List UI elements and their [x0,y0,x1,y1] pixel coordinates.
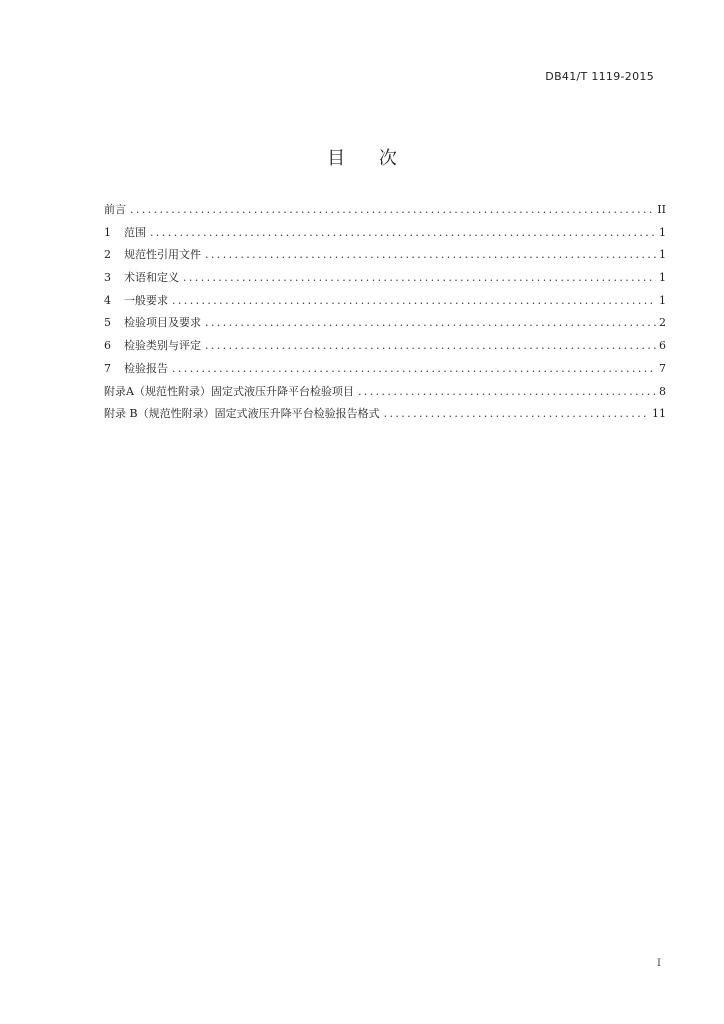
toc-entry-annex-a[interactable] [104,383,666,406]
toc-entry-number: 2 [104,248,111,262]
toc-leader-dots [130,201,654,219]
toc-entry-label: 检验项目及要求 [124,316,201,330]
toc-entry-number: 6 [104,339,111,353]
toc-entry-general-requirements[interactable] [104,292,666,315]
toc-entry-label: 前言 [104,203,126,216]
toc-entry-label: 规范性引用文件 [124,248,201,262]
toc-leader-dots [172,292,656,310]
toc-entry-foreword[interactable] [104,201,666,224]
toc-leader-dots [150,224,656,242]
toc-entry-label: 范围 [124,225,146,239]
toc-entry-page: 6 [659,339,666,353]
toc-entry-inspection-items[interactable] [104,314,666,337]
toc-leader-dots [358,383,656,401]
toc-entry-page: 8 [659,384,666,398]
toc-entry-page: 1 [659,248,666,262]
toc-entry-page: 2 [659,316,666,330]
table-of-contents [104,201,666,428]
toc-entry-number: 7 [104,361,111,375]
toc-entry-page: 7 [659,361,666,375]
toc-entry-terms-definitions[interactable] [104,269,666,292]
toc-entry-page: 11 [652,407,666,421]
toc-entry-number: 3 [104,271,111,285]
toc-leader-dots [205,337,656,355]
toc-entry-page: II [657,203,666,216]
toc-entry-page: 1 [659,271,666,285]
toc-entry-normative-references[interactable] [104,246,666,269]
toc-leader-dots [183,269,656,287]
toc-leader-dots [205,246,656,264]
toc-title: 目 次 [327,148,411,169]
toc-entry-inspection-report[interactable] [104,360,666,383]
toc-entry-label: 检验类别与评定 [124,339,201,353]
page-number: I [657,958,661,969]
toc-entry-page: 1 [659,225,666,239]
toc-entry-label: 一般要求 [124,293,168,307]
toc-entry-label: 术语和定义 [124,271,179,285]
toc-leader-dots [205,314,656,332]
toc-entry-annex-b[interactable] [104,405,666,428]
toc-entry-number: 1 [104,225,111,239]
toc-entry-inspection-categories[interactable] [104,337,666,360]
toc-entry-page: 1 [659,293,666,307]
toc-leader-dots [172,360,656,378]
document-code: DB41/T 1119-2015 [545,70,654,83]
toc-entry-label: 附录 B（规范性附录）固定式液压升降平台检验报告格式 [104,407,380,421]
toc-entry-number: 4 [104,293,111,307]
toc-entry-label: 附录A（规范性附录）固定式液压升降平台检验项目 [104,384,354,398]
toc-entry-scope[interactable] [104,224,666,247]
toc-entry-number: 5 [104,316,111,330]
toc-leader-dots [384,405,649,423]
toc-entry-label: 检验报告 [124,361,168,375]
